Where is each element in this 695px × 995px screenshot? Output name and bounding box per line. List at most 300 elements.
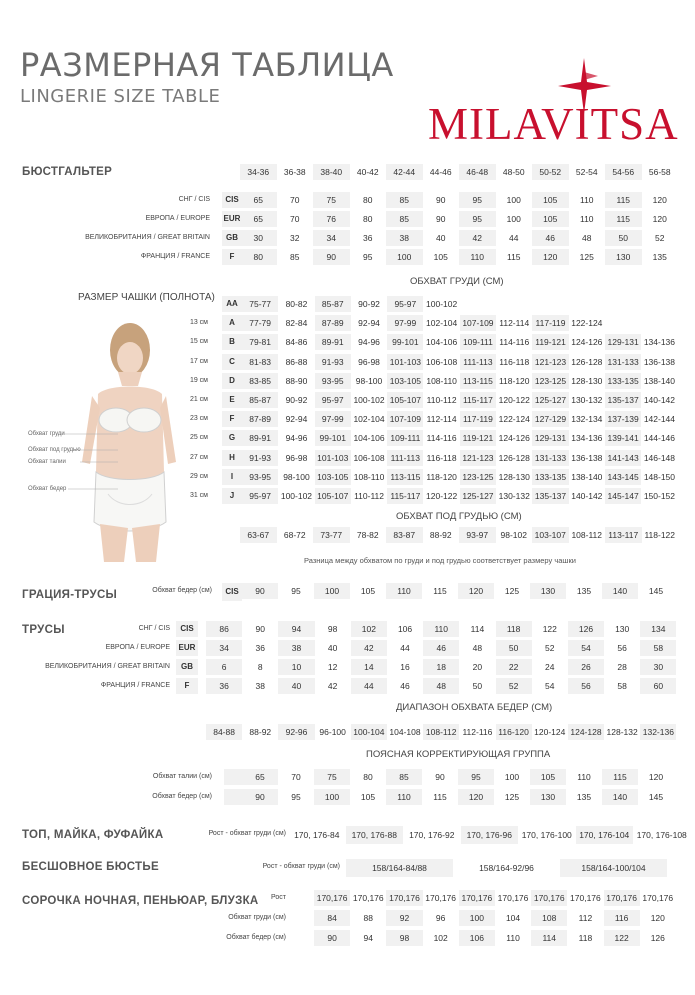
hip-range-cell: 116-120 <box>496 724 532 740</box>
cup-cell: 115-117 <box>387 488 423 504</box>
briefs-cell: 46 <box>423 640 459 656</box>
underbust-cell: 73-77 <box>313 527 350 543</box>
tops-label: Рост - обхват груди (см) <box>208 830 286 837</box>
cup-cell: 95-97 <box>315 392 351 408</box>
cup-cell: 112-114 <box>426 414 457 425</box>
cup-cell: 123-125 <box>532 373 568 389</box>
cup-cell: 136-138 <box>643 356 676 367</box>
cup-cell: 116-118 <box>499 356 530 367</box>
bra-cell: 90 <box>313 249 350 265</box>
hip-range-header: ДИАПАЗОН ОБХВАТА БЕДЕР (СМ) <box>396 702 553 713</box>
bra-cell: 100 <box>386 249 423 265</box>
shaping-cell: 110 <box>386 789 422 805</box>
cup-cell: 84-86 <box>285 337 308 348</box>
annotation-hips: Обхват бедер <box>28 486 67 492</box>
briefs-row-label: ФРАНЦИЯ / FRANCE <box>100 682 170 689</box>
cup-cell: 128-130 <box>498 471 530 482</box>
bra-cell: 76 <box>313 211 350 227</box>
bra-cell: 90 <box>436 214 446 224</box>
bra-cell: 65 <box>240 192 277 208</box>
cup-cell: 114-116 <box>499 337 530 348</box>
bra-cell: 105 <box>532 192 569 208</box>
seamless-section-title: БЕСШОВНОЕ БЮСТЬЕ <box>22 861 159 873</box>
tops-cell: 170, 176-108 <box>636 830 687 840</box>
gracia-cell: 130 <box>530 583 566 599</box>
briefs-cell: 58 <box>640 640 676 656</box>
shaping-cell: 80 <box>363 772 373 782</box>
cup-cell <box>605 296 641 312</box>
seamless-cell: 158/164-84/88 <box>346 859 453 877</box>
gracia-section-title: ГРАЦИЯ-ТРУСЫ <box>22 589 118 601</box>
cup-cell: 107-109 <box>387 411 423 427</box>
cup-cm: 19 см <box>189 376 208 384</box>
cup-cell: 138-140 <box>643 375 676 386</box>
shaping-cell: 85 <box>386 769 422 785</box>
underbust-cell: 118-122 <box>644 530 676 540</box>
bra-cell: 42 <box>459 230 496 246</box>
gracia-cell: 120 <box>458 583 494 599</box>
cup-cell: 145-147 <box>605 488 641 504</box>
cup-cell: 109-111 <box>460 334 496 350</box>
nightwear-cell: 98 <box>386 930 422 946</box>
nightwear-row <box>314 930 676 946</box>
bra-cell: 48 <box>582 233 592 243</box>
cup-code: E <box>222 392 242 408</box>
cup-cell: 115-117 <box>460 392 496 408</box>
nightwear-cell: 170,176 <box>497 893 529 903</box>
cup-cell <box>641 296 677 312</box>
cup-note: Разница между обхватом по груди и под грудью соответствует размеру чашки <box>304 556 576 565</box>
cup-cell: 117-119 <box>460 411 496 427</box>
cup-cell: 125-127 <box>532 392 568 408</box>
briefs-cell: 54 <box>568 640 604 656</box>
bra-cell: 80 <box>240 249 277 265</box>
bra-row <box>240 211 678 227</box>
bra-cell: 110 <box>579 195 594 205</box>
bra-size-label: 48-50 <box>502 167 525 177</box>
briefs-row-code: F <box>176 678 198 694</box>
cup-cell: 89-91 <box>315 334 351 350</box>
page-subtitle: LINGERIE SIZE TABLE <box>20 86 221 107</box>
cup-cell: 94-96 <box>358 337 380 348</box>
gracia-cell: 115 <box>433 586 447 596</box>
shaping-cell: 120 <box>458 789 494 805</box>
briefs-cell: 122 <box>542 624 557 634</box>
cup-cm: 17 см <box>189 357 208 365</box>
nightwear-row-label: Обхват бедер (см) <box>226 934 286 941</box>
bra-cell: 32 <box>290 233 300 243</box>
bra-size-label: 56-58 <box>648 167 671 177</box>
underbust-cell: 83-87 <box>386 527 423 543</box>
briefs-cell: 14 <box>351 659 387 675</box>
shaping-row <box>224 769 674 785</box>
hip-range-cell: 96-100 <box>319 727 346 737</box>
gracia-cell: 105 <box>360 586 376 596</box>
cup-cell: 92-94 <box>285 414 308 425</box>
bra-cell: 105 <box>532 211 569 227</box>
hip-range-row <box>206 724 676 740</box>
hip-range-cell: 100-104 <box>351 724 387 740</box>
underbust-cell: 108-112 <box>571 530 603 540</box>
cup-cell: 107-109 <box>460 315 496 331</box>
tops-section-title: ТОП, МАЙКА, ФУФАЙКА <box>22 829 164 841</box>
cup-cell: 133-135 <box>532 469 568 485</box>
cup-cell: 96-98 <box>285 452 308 463</box>
nightwear-cell: 170,176 <box>531 890 567 906</box>
briefs-cell: 42 <box>327 681 338 691</box>
briefs-cell: 22 <box>496 659 532 675</box>
cup-cell: 110-112 <box>354 491 384 501</box>
cup-cell <box>641 315 677 331</box>
cup-cell: 122-124 <box>498 414 530 425</box>
tops-row <box>288 826 691 844</box>
cup-cell: 104-106 <box>353 433 385 444</box>
cup-cell <box>605 315 641 331</box>
shaping-cell: 130 <box>530 789 566 805</box>
briefs-row <box>206 659 676 675</box>
bra-cell: 95 <box>459 211 496 227</box>
cup-cell: 86-88 <box>285 356 308 367</box>
cup-cm: 27 см <box>189 453 208 461</box>
shaping-cell: 100 <box>314 789 350 805</box>
briefs-cell: 16 <box>400 662 410 672</box>
nightwear-cell: 96 <box>435 913 446 923</box>
briefs-cell: 54 <box>545 681 555 691</box>
bra-cell: 85 <box>290 252 300 262</box>
underbust-cell: 113-117 <box>605 527 642 543</box>
cup-code: G <box>222 430 242 446</box>
shaping-header: ПОЯСНАЯ КОРРЕКТИРУЮЩАЯ ГРУППА <box>366 749 551 760</box>
cup-row <box>242 430 678 446</box>
shaping-cell: 110 <box>577 772 591 782</box>
nightwear-section-title: СОРОЧКА НОЧНАЯ, ПЕНЬЮАР, БЛУЗКА <box>22 895 259 907</box>
gracia-cell: 110 <box>386 583 422 599</box>
nightwear-cell: 122 <box>604 930 640 946</box>
cup-cell: 120-122 <box>498 395 530 405</box>
bra-row-code: F <box>222 249 242 265</box>
briefs-cell: 18 <box>423 659 459 675</box>
cup-cell: 85-87 <box>242 392 278 408</box>
tops-cell: 170, 176-104 <box>576 826 634 844</box>
cup-cell: 104-106 <box>426 337 458 348</box>
bra-cell: 36 <box>363 233 373 243</box>
underbust-row <box>240 527 678 543</box>
seamless-label: Рост - обхват груди (см) <box>262 863 340 870</box>
cup-cell: 112-114 <box>499 318 530 329</box>
bust-header: ОБХВАТ ГРУДИ (СМ) <box>410 276 504 287</box>
gracia-label: Обхват бедер (см) <box>152 587 212 594</box>
gracia-cell: 145 <box>648 586 664 596</box>
seamless-cell: 158/164-100/104 <box>560 859 667 877</box>
cup-cell: 90-92 <box>285 395 308 405</box>
bra-cell: 110 <box>579 214 594 224</box>
briefs-cell: 38 <box>255 681 266 691</box>
annotation-underbust: Обхват под грудью <box>28 447 81 453</box>
cup-cell: 125-127 <box>460 488 496 504</box>
bra-row <box>240 230 678 246</box>
bra-cell: 44 <box>509 233 519 243</box>
cup-cell <box>496 296 532 312</box>
shaping-cell: 120 <box>648 772 664 782</box>
gracia-cell: 95 <box>291 586 301 596</box>
shaping-cell: 70 <box>291 772 301 782</box>
cup-cell: 139-141 <box>605 430 641 446</box>
cup-cell: 117-119 <box>532 315 568 331</box>
briefs-cell: 134 <box>640 621 676 637</box>
briefs-row-code: EUR <box>176 640 198 656</box>
briefs-cell: 98 <box>327 624 338 634</box>
cup-cell: 102-104 <box>426 318 458 329</box>
hip-range-cell: 108-112 <box>423 724 459 740</box>
cup-cell: 83-85 <box>242 373 278 389</box>
briefs-cell: 12 <box>327 662 338 672</box>
annotation-lines <box>60 430 120 492</box>
cup-cell: 118-120 <box>426 471 457 482</box>
bra-cell: 52 <box>655 233 665 243</box>
gracia-row <box>242 583 674 599</box>
cup-cell: 106-108 <box>426 356 458 367</box>
briefs-cell: 48 <box>423 678 459 694</box>
nightwear-cell: 102 <box>433 933 448 943</box>
cup-cell: 144-146 <box>643 433 676 444</box>
briefs-cell: 34 <box>206 640 242 656</box>
bra-size-label: 46-48 <box>459 164 496 180</box>
cup-cell: 99-101 <box>387 334 423 350</box>
nightwear-cell: 170,176 <box>352 893 384 903</box>
cup-cell: 105-107 <box>315 488 351 504</box>
cup-cell: 150-152 <box>643 491 676 501</box>
cup-cell: 138-140 <box>571 471 603 482</box>
cup-cell: 124-126 <box>571 337 603 348</box>
shaping-cell: 115 <box>602 769 638 785</box>
bra-size-label: 36-38 <box>283 167 306 177</box>
shaping-cell: 105 <box>530 769 566 785</box>
tops-cell: 170, 176-92 <box>409 830 455 840</box>
cup-cm: 23 см <box>189 415 208 423</box>
cup-row <box>242 334 678 350</box>
briefs-row-label: СНГ / CIS <box>138 625 170 632</box>
nightwear-cell: 170,176 <box>642 893 674 903</box>
bra-cell: 70 <box>290 195 300 205</box>
cup-cell: 111-113 <box>387 450 423 466</box>
cup-cell: 141-143 <box>605 450 641 466</box>
briefs-cell: 50 <box>472 681 483 691</box>
briefs-cell: 36 <box>206 678 242 694</box>
cup-row <box>242 354 678 370</box>
nightwear-cell: 114 <box>531 930 567 946</box>
briefs-cell: 110 <box>423 621 459 637</box>
cup-cell: 109-111 <box>387 430 423 446</box>
cup-cell: 98-100 <box>283 471 310 482</box>
bra-cell: 40 <box>436 233 446 243</box>
page-title: РАЗМЕРНАЯ ТАБЛИЦА <box>20 46 394 84</box>
cup-cell: 120-122 <box>426 491 458 501</box>
briefs-row-code: GB <box>176 659 198 675</box>
cup-cell: 129-131 <box>605 334 641 350</box>
cup-cell: 80-82 <box>285 299 308 309</box>
nightwear-cell: 112 <box>578 913 593 923</box>
cup-cell: 129-131 <box>532 430 568 446</box>
cup-code: J <box>222 488 242 504</box>
bra-cell: 130 <box>605 249 642 265</box>
bra-cell: 30 <box>240 230 277 246</box>
cup-cell: 130-132 <box>498 491 530 501</box>
briefs-cell: 90 <box>255 624 266 634</box>
nightwear-row <box>314 910 676 926</box>
cup-cell: 110-112 <box>426 395 457 405</box>
cup-cell: 94-96 <box>285 433 308 444</box>
briefs-row <box>206 621 676 637</box>
hip-range-cell: 84-88 <box>206 724 242 740</box>
shaping-cell: 90 <box>242 789 278 805</box>
gracia-cell: 140 <box>602 583 638 599</box>
bra-size-label: 38-40 <box>313 164 350 180</box>
briefs-row-code: CIS <box>176 621 198 637</box>
briefs-cell: 56 <box>568 678 604 694</box>
bra-cell: 115 <box>605 192 642 208</box>
cup-cell: 108-110 <box>353 471 385 482</box>
cup-cell: 87-89 <box>242 411 278 427</box>
briefs-section-title: ТРУСЫ <box>22 624 65 636</box>
cup-cell: 97-99 <box>387 315 423 331</box>
cup-cell: 146-148 <box>643 452 676 463</box>
bra-size-label: 52-54 <box>575 167 598 177</box>
nightwear-cell: 104 <box>505 913 521 923</box>
shaping-cell: 115 <box>433 792 447 802</box>
bra-size-label: 34-36 <box>240 164 277 180</box>
cup-cell <box>460 296 496 312</box>
bra-row <box>240 249 678 265</box>
cup-code: D <box>222 373 242 389</box>
nightwear-cell: 94 <box>363 933 374 943</box>
cup-cell: 128-130 <box>571 375 603 386</box>
hip-range-cell: 124-128 <box>568 724 604 740</box>
cup-cell <box>569 296 605 312</box>
cup-cell: 99-101 <box>315 430 351 446</box>
bra-row-label: ЕВРОПА / EUROPE <box>145 215 210 222</box>
shaping-row-label: Обхват талии (см) <box>152 773 212 780</box>
brand-logo: MILAVITSA <box>428 99 679 149</box>
shaping-cell: 75 <box>314 769 350 785</box>
nightwear-row-label: Рост <box>271 894 286 901</box>
gracia-code: CIS <box>222 583 242 601</box>
cup-code: F <box>222 411 242 427</box>
shaping-cell: 65 <box>242 769 278 785</box>
annotation-bust: Обхват груди <box>28 431 65 437</box>
nightwear-cell: 106 <box>459 930 495 946</box>
underbust-cell: 63-67 <box>240 527 277 543</box>
cup-cell: 93-95 <box>242 469 278 485</box>
hip-range-cell: 92-96 <box>278 724 314 740</box>
bra-cell: 85 <box>386 211 423 227</box>
bra-row-label: СНГ / CIS <box>178 196 210 203</box>
nightwear-cell: 170,176 <box>425 893 457 903</box>
cup-cell: 95-97 <box>242 488 278 504</box>
cup-cm: 21 см <box>189 396 208 403</box>
cup-cell: 82-84 <box>285 318 308 329</box>
nightwear-cell: 126 <box>650 933 665 943</box>
cup-cell: 148-150 <box>643 471 676 482</box>
bra-row-label: ФРАНЦИЯ / FRANCE <box>140 253 210 260</box>
cup-cell: 97-99 <box>315 411 351 427</box>
underbust-cell: 78-82 <box>356 530 379 540</box>
cup-cell: 121-123 <box>460 450 496 466</box>
cup-code: B <box>222 334 242 350</box>
bra-cell: 115 <box>506 252 521 262</box>
briefs-cell: 60 <box>640 678 676 694</box>
cup-cell: 87-89 <box>315 315 351 331</box>
briefs-cell: 40 <box>327 643 338 653</box>
bra-size-label: 40-42 <box>356 167 379 177</box>
cup-cell: 88-90 <box>285 375 308 386</box>
cup-cell: 132-134 <box>571 414 603 425</box>
shaping-cell: 140 <box>602 789 638 805</box>
shaping-cell: 125 <box>504 792 520 802</box>
cup-cell: 108-110 <box>426 375 457 386</box>
cup-cell: 126-128 <box>571 356 603 367</box>
nightwear-cell: 170,176 <box>459 890 495 906</box>
gracia-cell: 135 <box>576 586 592 596</box>
cup-header: РАЗМЕР ЧАШКИ (ПОЛНОТА) <box>78 292 215 303</box>
hip-range-cell: 88-92 <box>249 727 272 737</box>
nightwear-cell: 116 <box>604 910 640 926</box>
nightwear-cell: 118 <box>578 933 593 943</box>
bra-cell: 135 <box>652 252 667 262</box>
briefs-row-label: ЕВРОПА / EUROPE <box>105 644 170 651</box>
cup-code: I <box>222 469 242 485</box>
cup-row <box>242 411 678 427</box>
cup-cell: 119-121 <box>532 334 568 350</box>
bra-cell: 46 <box>532 230 569 246</box>
cup-cell: 89-91 <box>242 430 278 446</box>
bra-cell: 75 <box>313 192 350 208</box>
hip-range-cell: 104-108 <box>389 727 421 737</box>
cup-row <box>242 488 678 504</box>
bra-row-code: GB <box>222 230 242 246</box>
briefs-row <box>206 640 676 656</box>
briefs-cell: 44 <box>400 643 410 653</box>
nightwear-cell: 108 <box>531 910 567 926</box>
cup-cell: 140-142 <box>571 491 603 501</box>
cup-cell: 142-144 <box>643 414 676 425</box>
cup-code: AA <box>222 296 242 312</box>
briefs-cell: 46 <box>400 681 410 691</box>
bra-cell: 100 <box>506 214 521 224</box>
cup-cell: 133-135 <box>605 373 641 389</box>
cup-cm: 13 см <box>189 319 208 327</box>
briefs-cell: 102 <box>351 621 387 637</box>
nightwear-cell: 90 <box>314 930 350 946</box>
briefs-cell: 56 <box>617 643 627 653</box>
bra-size-header <box>240 164 678 180</box>
cup-cell: 116-118 <box>426 452 457 463</box>
bra-cell: 95 <box>363 252 373 262</box>
briefs-cell: 118 <box>496 621 532 637</box>
cup-cell: 131-133 <box>605 354 641 370</box>
cup-cell: 123-125 <box>460 469 496 485</box>
briefs-row-label: ВЕЛИКОБРИТАНИЯ / GREAT BRITAIN <box>45 663 170 670</box>
briefs-cell: 10 <box>278 659 314 675</box>
briefs-cell: 40 <box>278 678 314 694</box>
cup-cell: 100-102 <box>353 395 385 405</box>
briefs-cell: 48 <box>472 643 483 653</box>
cup-cell: 118-120 <box>498 375 530 386</box>
bra-row-code: CIS <box>222 192 242 208</box>
briefs-cell: 20 <box>472 662 483 672</box>
cup-code: A <box>222 315 242 331</box>
briefs-cell: 26 <box>568 659 604 675</box>
shaping-cell: 105 <box>360 792 376 802</box>
